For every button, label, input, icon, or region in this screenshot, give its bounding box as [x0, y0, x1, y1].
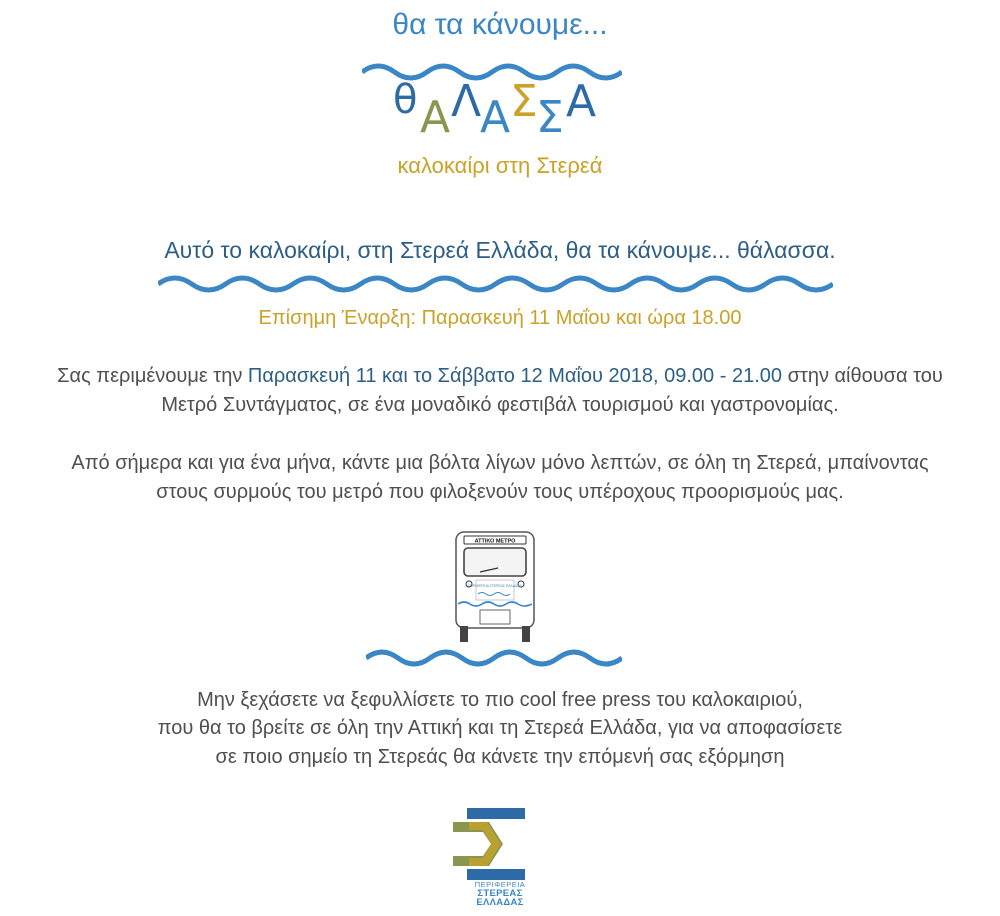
text-span: Σας περιμένουμε την — [57, 365, 248, 387]
logo-letter: Α — [480, 92, 511, 143]
free-press-line-2: που θα το βρείτε σε όλη την Αττική και τη Στερεά Ελλάδα, για να αποφασίσετε — [157, 717, 843, 740]
metro-panel-text: ΠΕΡΙΦΕΡΕΙΑ ΣΤΕΡΕΑΣ ΕΛΛΑΔΑΣ — [468, 584, 522, 588]
logo-letter: θ — [393, 77, 418, 123]
free-press-paragraph — [0, 686, 1000, 771]
org-line-1: ΠΕΡΙΦΕΡΕΙΑ — [474, 880, 526, 889]
text-span: στην αίθουσα του — [782, 365, 943, 387]
metro-line-2: στους συρμούς του μετρό που φιλοξενούν τους υπέροχους προορισμούς μας. — [156, 481, 844, 503]
event-line-2: Μετρό Συντάγματος, σε ένα μοναδικό φεστιβάλ τουρισμού και γαστρονομίας. — [161, 394, 839, 416]
event-paragraph — [0, 362, 1000, 420]
tagline: θα τα κάνουμε... — [392, 8, 608, 41]
subtitle: καλοκαίρι στη Στερεά — [397, 153, 603, 178]
org-line-2: ΣΤΕΡΕΑΣ — [477, 887, 523, 899]
free-press-line-1: Μην ξεχάσετε να ξεφυλλίσετε το πιο cool free press του καλοκαιριού, — [197, 689, 803, 711]
logo-letter: Α — [420, 92, 451, 143]
organization-name — [460, 881, 540, 908]
metro-paragraph — [0, 449, 1000, 507]
org-line-3: ΕΛΛΑΔΑΣ — [476, 897, 524, 908]
official-opening: Επίσημη Έναρξη: Παρασκευή 11 Μαΐου και ώρα 18.00 — [258, 307, 742, 329]
metro-train-icon — [450, 530, 540, 645]
logo-letter: Α — [566, 76, 597, 127]
headline: Αυτό το καλοκαίρι, στη Στερεά Ελλάδα, θα τα κάνουμε... θάλασσα. — [164, 237, 836, 263]
metro-sign: ΑΤΤΙΚΟ ΜΕΤΡΟ — [474, 538, 516, 545]
logo-letter: Σ — [536, 92, 564, 143]
metro-line-1: Από σήμερα και για ένα μήνα, κάντε μια βόλτα λίγων μόνο λεπτών, σε όλη τη Στερεά, μπαίνοντας — [71, 452, 929, 474]
free-press-line-3: σε ποιο σημείο τη Στερεάς θα κάνετε την επόμενή σας εξόρμηση — [215, 745, 785, 768]
logo-letter: Λ — [451, 76, 482, 127]
sigma-logo-icon — [453, 808, 527, 880]
middle-wave-decoration — [158, 272, 833, 296]
bottom-wave-decoration — [366, 646, 622, 670]
event-dates-highlight: Παρασκευή 11 και το Σάββατο 12 Μαΐου 2018, 09.00 - 21.00 — [247, 365, 783, 387]
event-line-1 — [0, 362, 1000, 391]
logo-letter: Σ — [510, 76, 538, 127]
